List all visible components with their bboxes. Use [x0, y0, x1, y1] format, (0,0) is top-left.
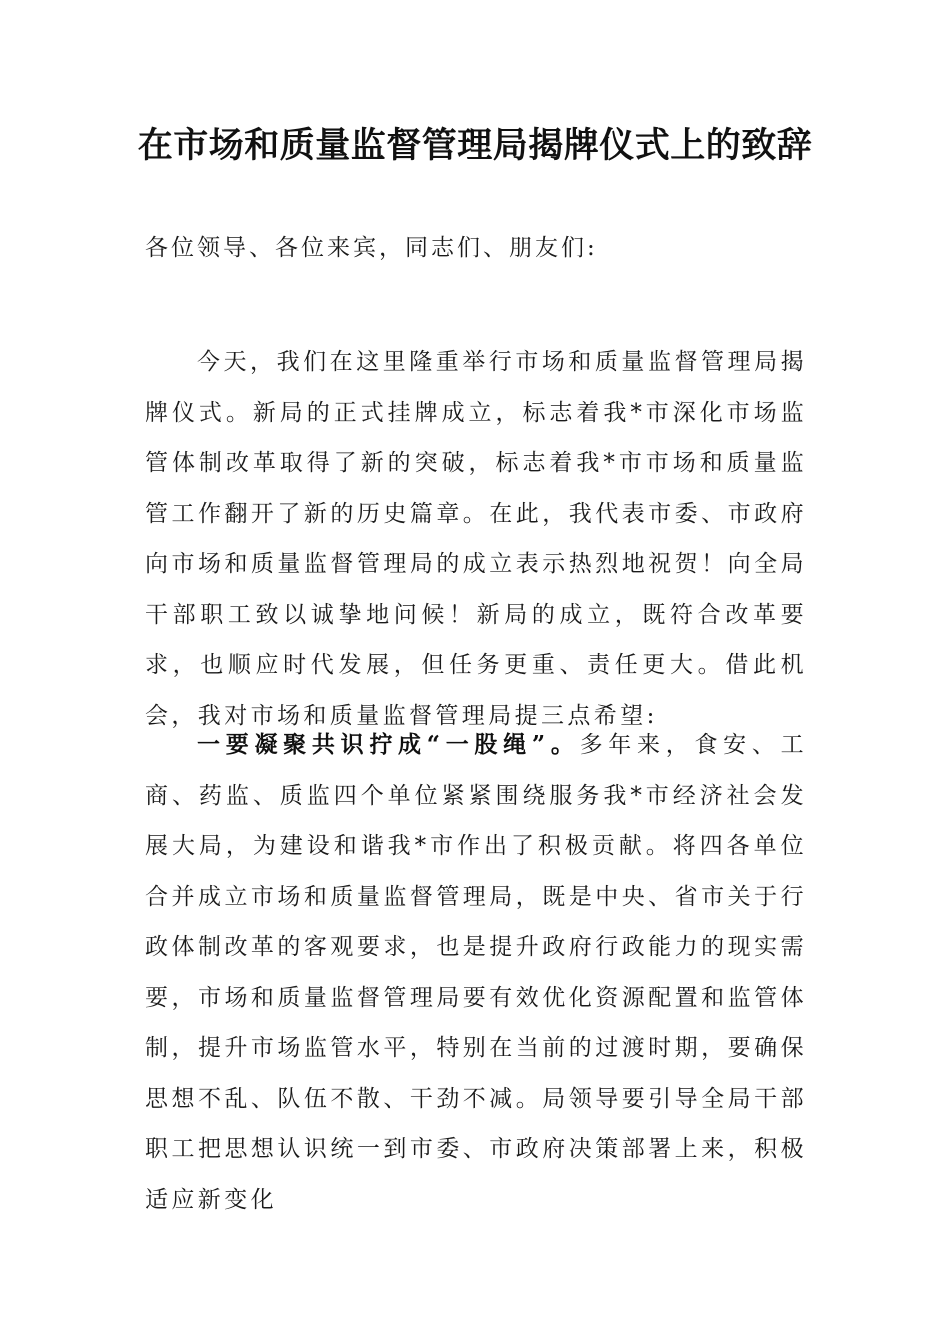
- paragraph-opening: [145, 337, 807, 741]
- paragraph-text: 多年来，食安、工商、药监、质监四个单位紧紧围绕服务我*市经济社会发展大局，为建设和谐我*市作出了积极贡献。将四各单位合并成立市场和质量监督管理局，既是中央、省市关于行政体制改革的客观要求，也是提升政府行政能力的现实需要，市场和质量监督管理局要有效优化资源配置和监管体制，提升市场监管水平，特别在当前的过渡时期，要确保思想不乱、队伍不散、干劲不减。局领导要引导全局干部职工把思想认识统一到市委、市政府决策部署上来，积极适应新变化: [145, 732, 808, 1213]
- document-title: 在市场和质量监督管理局揭牌仪式上的致辞: [137, 125, 813, 166]
- paragraph-first-point: [145, 720, 807, 1225]
- paragraph-text: 今天，我们在这里隆重举行市场和质量监督管理局揭牌仪式。新局的正式挂牌成立，标志着我*市深化市场监管体制改革取得了新的突破，标志着我*市市场和质量监管工作翻开了新的历史篇章。在此，我代表市委、市政府向市场和质量监督管理局的成立表示热烈地祝贺！向全局干部职工致以诚挚地问候！新局的成立，既符合改革要求，也顺应时代发展，但任务更重、责任更大。借此机会，我对市场和质量监督管理局提三点希望:: [145, 349, 807, 729]
- greeting: 各位领导、各位来宾，同志们、朋友们:: [145, 235, 598, 261]
- paragraph-lead-heading: 一要凝聚共识拧成“一股绳”。: [197, 731, 580, 758]
